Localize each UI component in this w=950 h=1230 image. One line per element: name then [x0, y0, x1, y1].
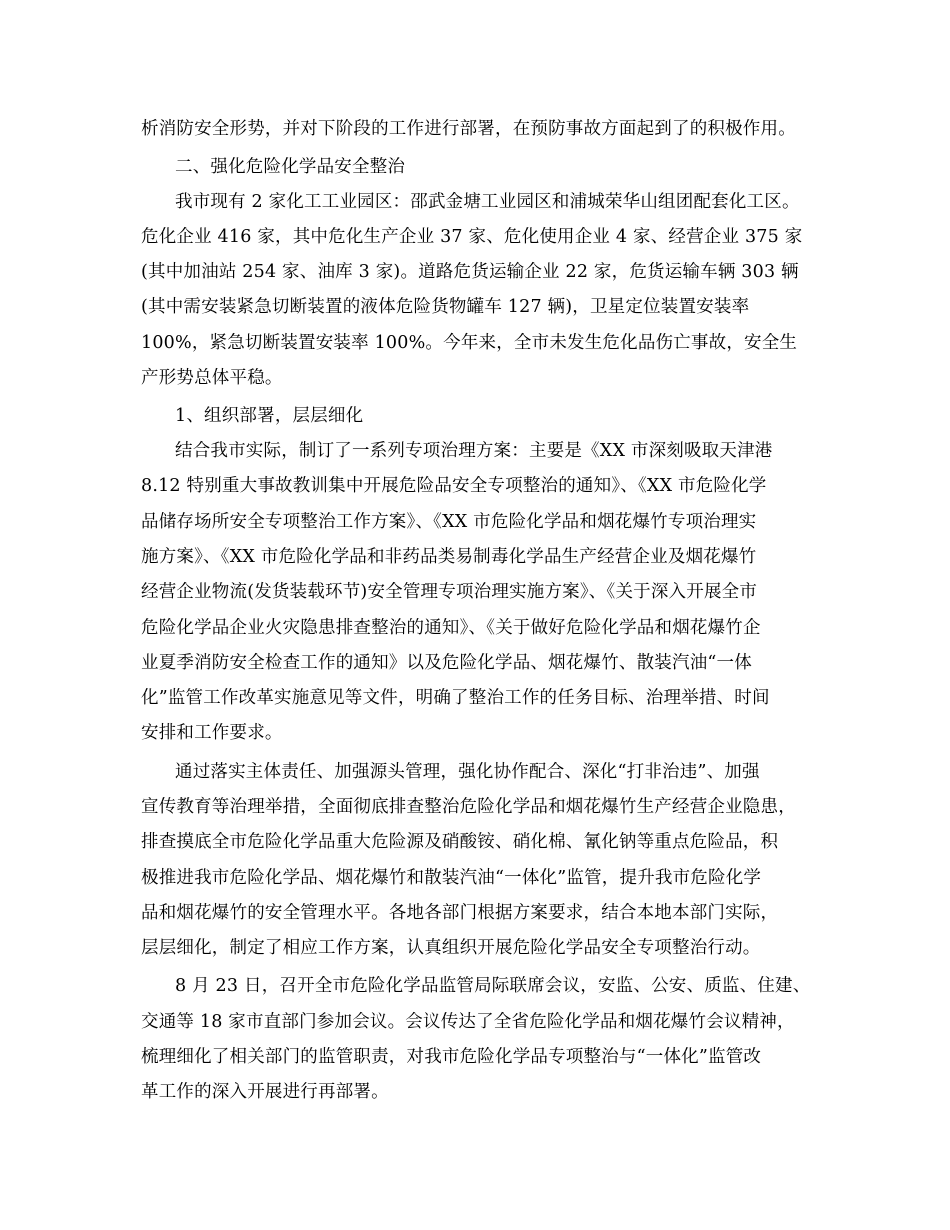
paragraph-line: 我市现有 2 家化工工业园区：邵武金塘工业园区和浦城荣华山组团配套化工区。 [175, 192, 800, 212]
text-line: 100%，紧急切断装置安装率 100%。今年来，全市未发生危化品伤亡事故，安全生 [141, 333, 798, 353]
text-line: 产形势总体平稳。 [141, 368, 283, 388]
text-line: 品储存场所安全专项整治工作方案》、《XX 市危险化学品和烟花爆竹专项治理实 [141, 512, 757, 532]
text-line: 经营企业物流(发货装载环节)安全管理专项治理实施方案》、《关于深入开展全市 [141, 582, 758, 602]
text-line: 业夏季消防安全检查工作的通知》以及危险化学品、烟花爆竹、散装汽油“一体 [141, 653, 752, 673]
text-line: (其中需安装紧急切断装置的液体危险货物罐车 127 辆)，卫星定位装置安装率 [141, 297, 750, 317]
text-line: 梳理细化了相关部门的监管职责，对我市危险化学品专项整治与“一体化”监管改 [141, 1047, 762, 1067]
text-line: 析消防安全形势，并对下阶段的工作进行部署，在预防事故方面起到了的积极作用。 [141, 119, 796, 139]
paragraph-line: 8 月 23 日，召开全市危险化学品监管局际联席会议，安监、公安、质监、住建、 [175, 976, 811, 996]
text-line: (其中加油站 254 家、油库 3 家)。道路危货运输企业 22 家，危货运输车辆 303 辆 [141, 262, 799, 282]
text-line: 危险化学品企业火灾隐患排查整治的通知》、《关于做好危险化学品和烟花爆竹企 [141, 618, 761, 638]
text-line: 层层细化，制定了相应工作方案，认真组织开展危险化学品安全专项整治行动。 [141, 938, 761, 958]
paragraph-line: 通过落实主体责任、加强源头管理，强化协作配合、深化“打非治违”、加强 [175, 762, 760, 782]
subsection-heading: 1、组织部署，层层细化 [175, 406, 364, 426]
paragraph-line: 结合我市实际，制订了一系列专项治理方案：主要是《XX 市深刻吸取天津港 [175, 441, 773, 461]
text-line: 宣传教育等治理举措，全面彻底排查整治危险化学品和烟花爆竹生产经营企业隐患， [141, 797, 796, 817]
text-line: 化”监管工作改革实施意见等文件，明确了整治工作的任务目标、治理举措、时间 [141, 688, 770, 708]
text-line: 危化企业 416 家，其中危化生产企业 37 家、危化使用企业 4 家、经营企业 375 家 [141, 227, 803, 247]
text-line: 安排和工作要求。 [141, 723, 283, 743]
text-line: 品和烟花爆竹的安全管理水平。各地各部门根据方案要求，结合本地本部门实际， [141, 903, 779, 923]
section-heading: 二、强化危险化学品安全整治 [175, 157, 406, 177]
text-line: 排查摸底全市危险化学品重大危险源及硝酸铵、硝化棉、氰化钠等重点危险品，积 [141, 832, 779, 852]
text-line: 极推进我市危险化学品、烟花爆竹和散装汽油“一体化”监管，提升我市危险化学 [141, 868, 762, 888]
text-line: 交通等 18 家市直部门参加会议。会议传达了全省危险化学品和烟花爆竹会议精神， [141, 1012, 795, 1032]
text-line: 革工作的深入开展进行再部署。 [141, 1082, 389, 1102]
text-line: 8.12 特别重大事故教训集中开展危险品安全专项整治的通知》、《XX 市危险化学 [141, 476, 767, 496]
text-line: 施方案》、《XX 市危险化学品和非药品类易制毒化学品生产经营企业及烟花爆竹 [141, 547, 757, 567]
